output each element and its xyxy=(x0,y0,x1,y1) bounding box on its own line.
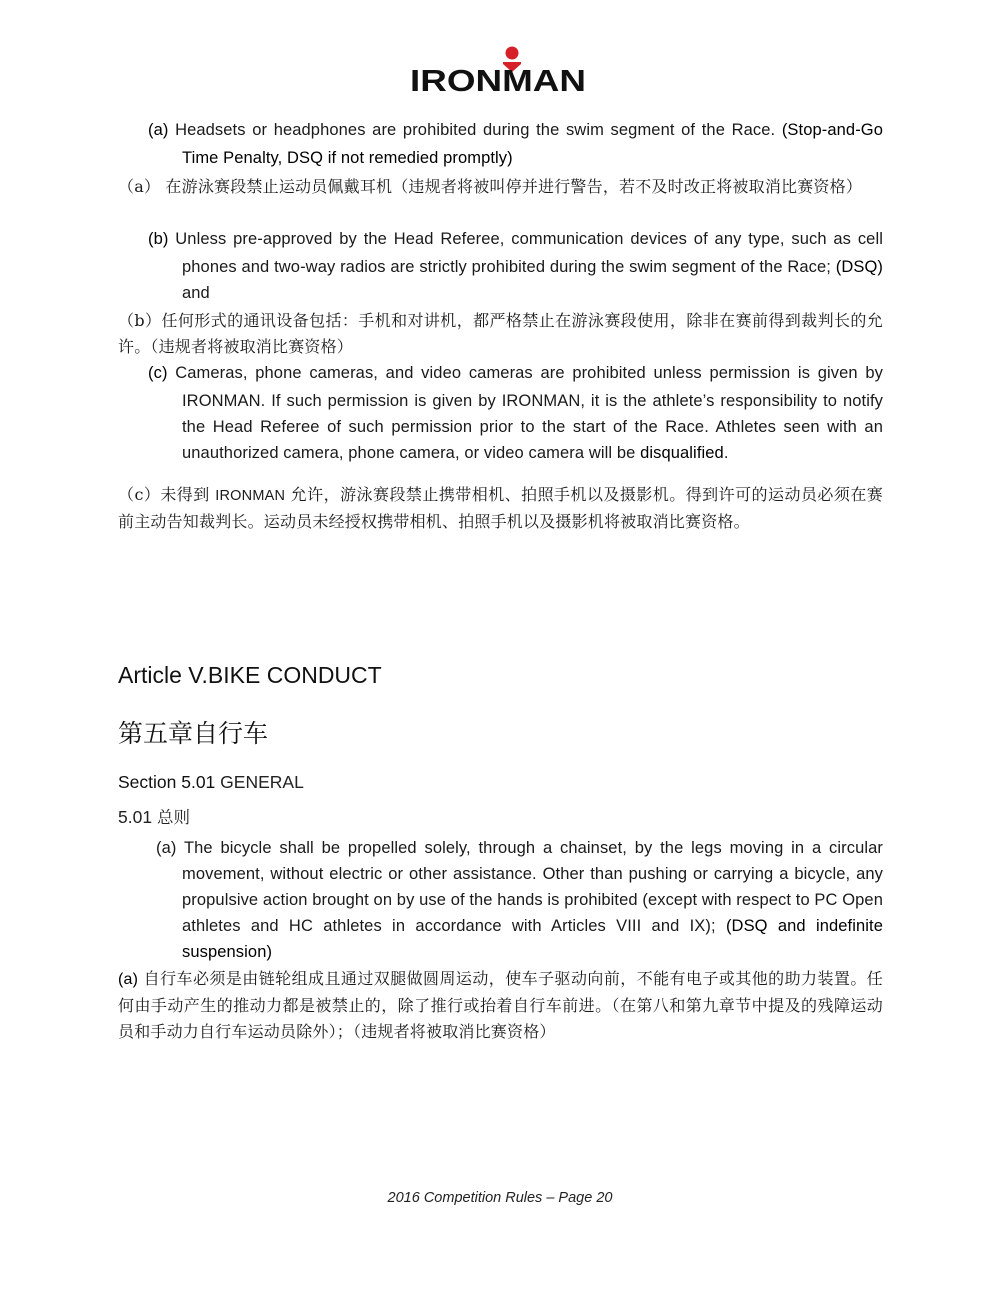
rule-text: Unless pre-approved by the Head Referee, communication devices of any type, such as cell phones and two-way radios are strictly prohibited during the swim segment of the Race; xyxy=(168,230,883,276)
section-label: Section 5.01 xyxy=(118,772,216,792)
logo-wordmark: IRONMAN xyxy=(410,63,586,97)
rule-text-cn: （a） 在游泳赛段禁止运动员佩戴耳机（违规者将被叫停并进行警告，若不及时改正将被取消比赛资格） xyxy=(118,177,863,196)
rule-text-cn: 自行车必须是由链轮组成且通过双腿做圆周运动，使车子驱动向前，不能有电子或其他的助力装置。任何由手动产生的推动力都是被禁止的，除了推行或抬着自行车前进。（在第八和第九章节中提及的残障运动员和手动力自行车运动员除外）；（违规者将被取消比赛资格） xyxy=(118,969,883,1041)
rule-swim-b xyxy=(148,226,883,306)
item-label: (b) xyxy=(148,230,169,248)
item-label: (a) xyxy=(148,121,169,139)
article-title-cn: 第五章自行车 xyxy=(118,719,269,748)
rule-swim-a-cn xyxy=(118,174,883,200)
penalty-text: (Stop-and-Go Time Penalty, DSQ if not remedied promptly) xyxy=(182,121,883,167)
ironman-logo xyxy=(408,45,588,97)
penalty-text: (DSQ and indefinite suspension) xyxy=(182,917,883,961)
penalty-text: disqualified xyxy=(640,444,724,462)
rule-tail: . xyxy=(723,444,729,462)
section-name-cn: 总则 xyxy=(156,808,190,827)
section-heading-cn xyxy=(118,804,190,828)
rule-text: The bicycle shall be propelled solely, through a chainset, by the legs moving in a circular movement, without electric or other assistance. Other than pushing or carrying a bicycle, any propulsive action brought on by use of the hands is prohibited (except with respect to PC Open athletes and HC athletes in accordance with Articles VIII and IX); xyxy=(176,839,883,935)
item-label: (a) xyxy=(118,971,139,988)
rule-text-cn: 允许，游泳赛段禁止携带相机、拍照手机以及摄影机。得到许可的运动员必须在赛前主动告知裁判长。运动员未经授权携带相机、拍照手机以及摄影机将被取消比赛资格。 xyxy=(118,485,883,531)
item-label: (c) xyxy=(148,364,168,382)
section-name: GENERAL xyxy=(215,772,304,792)
rule-swim-b-cn xyxy=(118,308,883,360)
rule-text-cn: （b）任何形式的通讯设备包括：手机和对讲机，都严格禁止在游泳赛段使用，除非在赛前得到裁判长的允许。（违规者将被取消比赛资格） xyxy=(118,311,883,356)
rule-text: Headsets or headphones are prohibited during the swim segment of the Race. xyxy=(168,121,782,139)
rule-text-cn: （c）未得到 xyxy=(118,485,216,504)
rule-bike-a-cn xyxy=(118,966,883,1045)
section-heading xyxy=(118,772,304,793)
rule-text: Cameras, phone cameras, and video cameras are prohibited unless permission is given by IRONMAN. If such permission is given by IRONMAN, it is the athlete’s responsibility to notify the Head Referee of such permission prior to the start of the Race. Athletes seen with an unauthorized camera, phone camera, or video camera will be xyxy=(167,364,883,462)
item-label: (a) xyxy=(156,839,177,857)
brand-name: IRONMAN xyxy=(215,488,286,504)
penalty-text: (DSQ) xyxy=(835,258,883,276)
section-number: 5.01 xyxy=(118,807,157,827)
rule-tail: and xyxy=(182,284,210,302)
rule-swim-c xyxy=(148,360,883,466)
rule-swim-c-cn xyxy=(118,482,883,535)
article-title: Article V.BIKE CONDUCT xyxy=(118,662,382,688)
rule-bike-a xyxy=(140,835,883,965)
rule-swim-a xyxy=(148,117,883,171)
ironman-logo-mark xyxy=(408,45,588,97)
page-footer: 2016 Competition Rules – Page 20 xyxy=(387,1190,613,1206)
